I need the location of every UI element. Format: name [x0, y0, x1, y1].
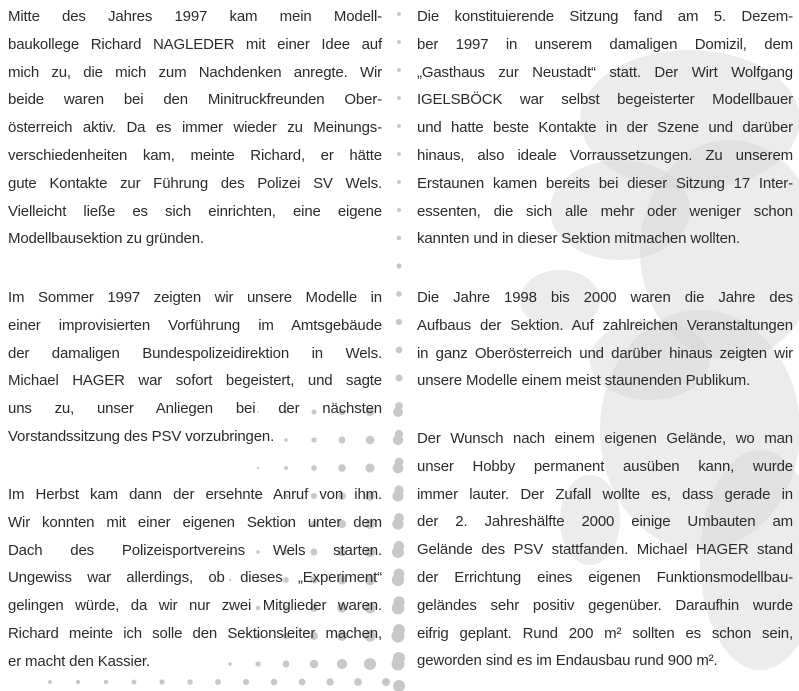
halftone-dot: [215, 679, 221, 685]
halftone-dot: [392, 490, 403, 501]
halftone-dot: [397, 40, 401, 44]
halftone-dot: [397, 124, 401, 128]
right-paragraph-2: [417, 284, 793, 395]
halftone-dot: [397, 12, 401, 16]
halftone-dot: [187, 679, 193, 685]
text-line: unsere Modelle einem meist staunenden Publikum.: [417, 372, 751, 390]
halftone-dot: [326, 678, 333, 685]
halftone-dot: [397, 152, 401, 156]
halftone-dot: [271, 679, 278, 686]
text-line: Gelände des PSV stattfanden. Michael HAGER stand: [417, 541, 793, 559]
text-line: geworden sind es im Endausbau rund 900 m².: [417, 652, 718, 670]
halftone-dot: [393, 407, 403, 417]
halftone-dot: [299, 679, 306, 686]
text-line: er macht den Kassier.: [8, 652, 150, 670]
text-line: der Errichtung eines eigenen Funktionsmodellbau-: [417, 568, 793, 586]
halftone-dot: [382, 678, 390, 686]
text-line: in ganz Oberösterreich und darüber hinaus zeigten wir: [417, 344, 793, 362]
text-line: Vorstandssitzung des PSV vorzubringen.: [8, 427, 275, 445]
left-paragraph-1: [8, 3, 382, 253]
text-line: beide waren bei den Minitruckfreunden Ober-: [8, 91, 382, 109]
halftone-dot: [393, 680, 405, 691]
text-line: Michael HAGER war sofort begeistert, und sagte: [8, 372, 382, 390]
halftone-dot: [48, 680, 52, 684]
right-paragraph-3: [417, 425, 793, 675]
text-line: österreich aktiv. Da es immer wieder zu Meinungs-: [8, 119, 382, 137]
halftone-dot: [392, 574, 404, 586]
text-line: Im Herbst kam dann der ersehnte Anruf von ihm.: [8, 486, 382, 503]
text-line: Vielleicht ließe es sich einrichten, eine eigene: [8, 202, 382, 220]
halftone-dot: [395, 374, 402, 381]
halftone-dot: [396, 291, 402, 297]
halftone-dot: [365, 463, 374, 472]
halftone-dot: [132, 680, 137, 685]
text-line: essenten, die sich alle mehr oder weniger schon: [417, 202, 793, 220]
halftone-dot: [76, 680, 80, 684]
text-line: ber 1997 in unserem damaligen Domizil, dem: [417, 35, 793, 53]
text-line: IGELSBÖCK war selbst begeisterter Modellbauer: [417, 91, 793, 109]
halftone-dot: [392, 546, 404, 558]
text-line: baukollege Richard NAGLEDER mit einer Idee auf: [8, 35, 382, 53]
halftone-dot: [392, 630, 405, 643]
halftone-dot: [397, 96, 401, 100]
text-line: immer lauter. Der Zufall wollte es, dass gerade in: [417, 485, 793, 503]
text-line: mich zu, die mich zum Nachdenken anregte. Wir: [8, 63, 382, 81]
text-line: Mitte des Jahres 1997 kam mein Modell-: [8, 8, 382, 25]
text-line: Dach des Polizeisportvereins Wels starten.: [8, 541, 382, 559]
text-line: gelingen würde, da wir nur zwei Mitglieder waren.: [8, 597, 382, 615]
text-line: Die Jahre 1998 bis 2000 waren die Jahre des: [417, 289, 793, 306]
text-line: geländes sehr positiv gegenüber. Daraufhin wurde: [417, 596, 793, 614]
halftone-dot: [311, 465, 317, 471]
halftone-dot: [396, 347, 403, 354]
text-line: kannten und in dieser Sektion mitmachen wollten.: [417, 230, 740, 248]
halftone-dot: [393, 435, 403, 445]
text-line: „Gasthaus zur Neustadt“ statt. Der Wirt Wolfgang: [417, 63, 793, 81]
halftone-dot: [392, 602, 405, 615]
halftone-dot: [243, 679, 249, 685]
halftone-dot: [159, 679, 164, 684]
halftone-dot: [392, 518, 403, 529]
text-line: Die konstituierende Sitzung fand am 5. Dezem-: [417, 8, 793, 25]
text-line: gute Kontakte zur Führung des Polizei SV Wels.: [8, 174, 382, 192]
text-line: Erstaunen kamen bereits bei dieser Sitzung 17 Inter-: [417, 174, 793, 192]
text-line: verschiedenheiten kam, meinte Richard, er hätte: [8, 146, 382, 164]
halftone-dot: [397, 180, 401, 184]
text-line: einer improvisierten Vorführung im Amtsgebäude: [8, 316, 382, 334]
halftone-dot: [396, 263, 401, 268]
text-line: uns zu, unser Anliegen bei der nächsten: [8, 400, 382, 418]
left-paragraph-3: [8, 481, 382, 676]
text-line: und hatte beste Kontakte in der Szene und darüber: [417, 119, 793, 137]
text-line: Ungewiss war allerdings, ob dieses „Experiment“: [8, 569, 382, 587]
text-line: Aufbaus der Sektion. Auf zahlreichen Veranstaltungen: [417, 316, 793, 334]
text-line: der damaligen Bundespolizeidirektion in Wels.: [8, 344, 382, 362]
left-paragraph-2: [8, 284, 382, 451]
halftone-dot: [397, 68, 401, 72]
text-line: Wir konnten mit einer eigenen Sektion unter dem: [8, 513, 382, 531]
halftone-dot: [354, 678, 362, 686]
halftone-dot: [392, 658, 405, 671]
halftone-dot: [257, 467, 259, 469]
text-line: unser Hobby permanent ausüben kann, wurde: [417, 457, 793, 475]
right-paragraph-1: [417, 3, 793, 253]
halftone-dot: [393, 463, 404, 474]
halftone-dot: [338, 464, 345, 471]
halftone-dot: [104, 680, 109, 685]
text-line: Im Sommer 1997 zeigten wir unsere Modelle in: [8, 289, 382, 306]
text-line: Modellbausektion zu gründen.: [8, 230, 204, 248]
text-line: der 2. Jahreshälfte 2000 einige Umbauten am: [417, 513, 793, 531]
halftone-dot: [396, 319, 402, 325]
text-line: eifrig geplant. Rund 200 m² sollten es schon sein,: [417, 624, 793, 642]
halftone-dot: [284, 466, 288, 470]
text-line: Richard meinte ich solle den Sektionsleiter machen,: [8, 624, 382, 642]
text-line: hinaus, also ideale Vorraussetzungen. Zu unserem: [417, 146, 793, 164]
halftone-dot: [397, 236, 402, 241]
halftone-dot: [397, 208, 401, 212]
text-line: Der Wunsch nach einem eigenen Gelände, wo man: [417, 430, 793, 447]
